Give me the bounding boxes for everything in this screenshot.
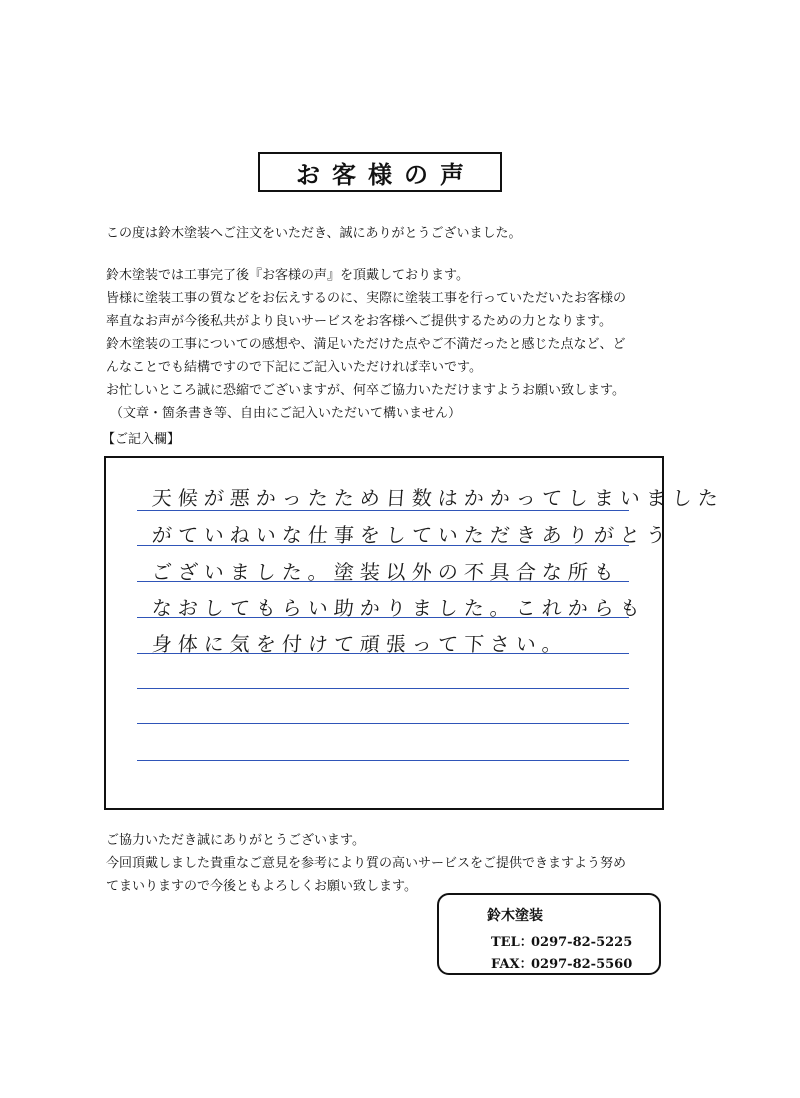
handwritten-line: なおしてもらい助かりました。これからも: [151, 596, 647, 620]
body-line: お忙しいところ誠に恐縮でございますが、何卒ご協力いただけますようお願い致します。: [106, 383, 625, 398]
body-line: 鈴木塗装では工事完了後『お客様の声』を頂戴しております。: [106, 268, 469, 283]
tel-label: TEL：: [491, 935, 533, 950]
fax-label: FAX：: [491, 957, 533, 972]
title-box: [258, 152, 502, 192]
handwritten-line: 天候が悪かったため日数はかかってしまいました: [151, 486, 725, 510]
handwritten-line: 身体に気を付けて頑張って下さい。: [151, 632, 569, 656]
closing-line: 今回頂戴しました貴重なご意見を参考により質の高いサービスをご提供できますよう努め: [106, 856, 627, 871]
ruled-line: [137, 723, 629, 724]
body-line: 鈴木塗装の工事についての感想や、満足いただけた点やご不満だったと感じた点など、ど: [106, 337, 626, 352]
body-line: んなことでも結構ですので下記にご記入いただければ幸いです。: [106, 360, 482, 375]
intro-text: この度は鈴木塗装へご注文をいただき、誠にありがとうございました。: [106, 226, 522, 241]
handwritten-line: がていねいな仕事をしていただきありがとう: [151, 523, 673, 547]
tel-number: 0297-82-5225: [531, 935, 633, 950]
fax-line: [491, 953, 632, 972]
entry-label: 【ご記入欄】: [102, 432, 181, 447]
fax-number: 0297-82-5560: [531, 957, 633, 972]
body-line: （文章・箇条書き等、自由にご記入いただいて構いません）: [110, 406, 462, 421]
ruled-line: [137, 760, 629, 761]
page-title: お客様の声: [296, 160, 476, 189]
body-line: 皆様に塗装工事の質などをお伝えするのに、実際に塗装工事を行っていただいたお客様の: [106, 291, 627, 306]
handwritten-line: ございました。塗装以外の不具合な所も: [151, 560, 621, 584]
ruled-line: [137, 688, 629, 689]
contact-box: [437, 893, 661, 975]
closing-line: ご協力いただき誠にありがとうございます。: [106, 833, 365, 848]
tel-line: [491, 931, 632, 950]
company-name: 鈴木塗装: [487, 908, 543, 924]
body-line: 率直なお声が今後私共がより良いサービスをお客様へご提供するための力となります。: [106, 314, 612, 329]
request-paragraph: [106, 264, 686, 425]
closing-line: てまいりますので今後ともよろしくお願い致します。: [106, 879, 417, 894]
closing-paragraph: [106, 829, 626, 898]
